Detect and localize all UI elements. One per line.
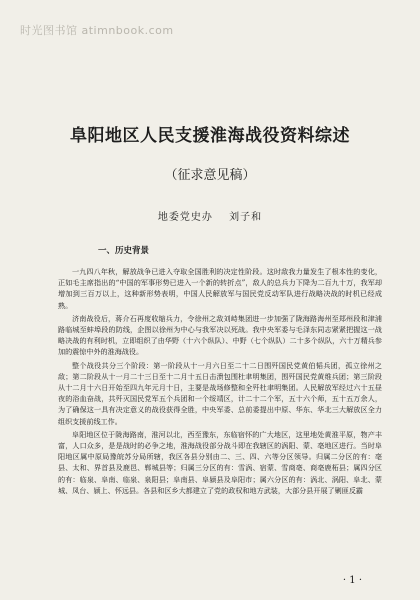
page-number: · 1 · (342, 575, 362, 586)
paragraph: 济南战役后，蒋介石再度收缩兵力，令徐州之敌刘峙集团进一步加强了陇海路海州至郑州段和津浦路临城至蚌埠段的防线，企图以徐州为中心与我军决以死战。我中央军委与毛泽东同志紧紧把握这一战略决战的有利时机，立即组织了由华野（十六个纵队）、中野（七个纵队）二十多个纵队，六十万精兵参加的震惊中外的淮海战役。 (58, 313, 382, 357)
paragraph: 一九四八年秋，解放战争已进入夺取全国胜利的决定性阶段。这时敌我力量发生了根本性的变化，正如毛主席指出的“中国的军事形势已进入一个新的转折点”，敌人的总兵力下降为二百九十万，我军却增加到三百万以上，这种新形势表明，中国人民解放军与国民党反动军队进行战略决战的时机已经成熟。 (58, 267, 382, 310)
watermark: 时光图书馆 atimnbook.com (20, 24, 174, 37)
body-text (58, 266, 382, 498)
author-line (0, 208, 420, 223)
document-title: 阜阳地区人民支援淮海战役资料综述 (70, 126, 350, 146)
paragraph: 阜阳地区位于陇海路南，淮河以北，西至豫东，东临宿怀的广大地区，这里地处黄淮平原，物产丰富，人口众多，是是战时的必争之地，淮海战役部分战斗即在我辖区的涡阳、蒙、亳地区进行。当时阜阳地区属中原局豫皖苏分局所辖，我区各县分别由二、三、四、六等分区领导。归属二分区的有：亳县、太和、界首县及鹿邑、郸城县等；归属三分区的有：雪涡、宿蒙、雪商亳、商亳鹿柘县；属四分区的有：临泉、阜南、临泉、泉阳县；阜南县、阜颍县及阜阳市；属六分区的有：涡北、涡阳、阜北、蒙城、凤台、颍上、怀远县。各县和区乡大都建立了党的政权和地方武装，大部分县开展了剿匪反霸 (58, 429, 382, 495)
section-heading: 一、历史背景 (98, 246, 150, 256)
author-name: 刘子和 (229, 212, 263, 223)
author-organization: 地委党史办 (157, 212, 213, 223)
paragraph: 整个战役共分三个阶段：第一阶段从十一月六日至二十二日围歼国民党黄伯韬兵团，孤立徐州之敌；第二阶段从十一月二十三日至十二月十五日击溃包围杜聿明集团，围歼国民党黄维兵团；第三阶段从十二月十六日开始至四九年元月十日，主要是战场修整和全歼杜聿明集团。人民解放军经过六十五昼夜的浴血奋战，共歼灭国民党军五个兵团和一个绥靖区，计二十二个军，五十六个师，五十五万余人，为了确保这一具有决定意义的战役获得全胜，中央军委、总前委提出中原、华东、华北三大解放区全力组织支援前线工作。 (58, 360, 382, 426)
document-subtitle: （征求意见稿） (164, 168, 256, 183)
